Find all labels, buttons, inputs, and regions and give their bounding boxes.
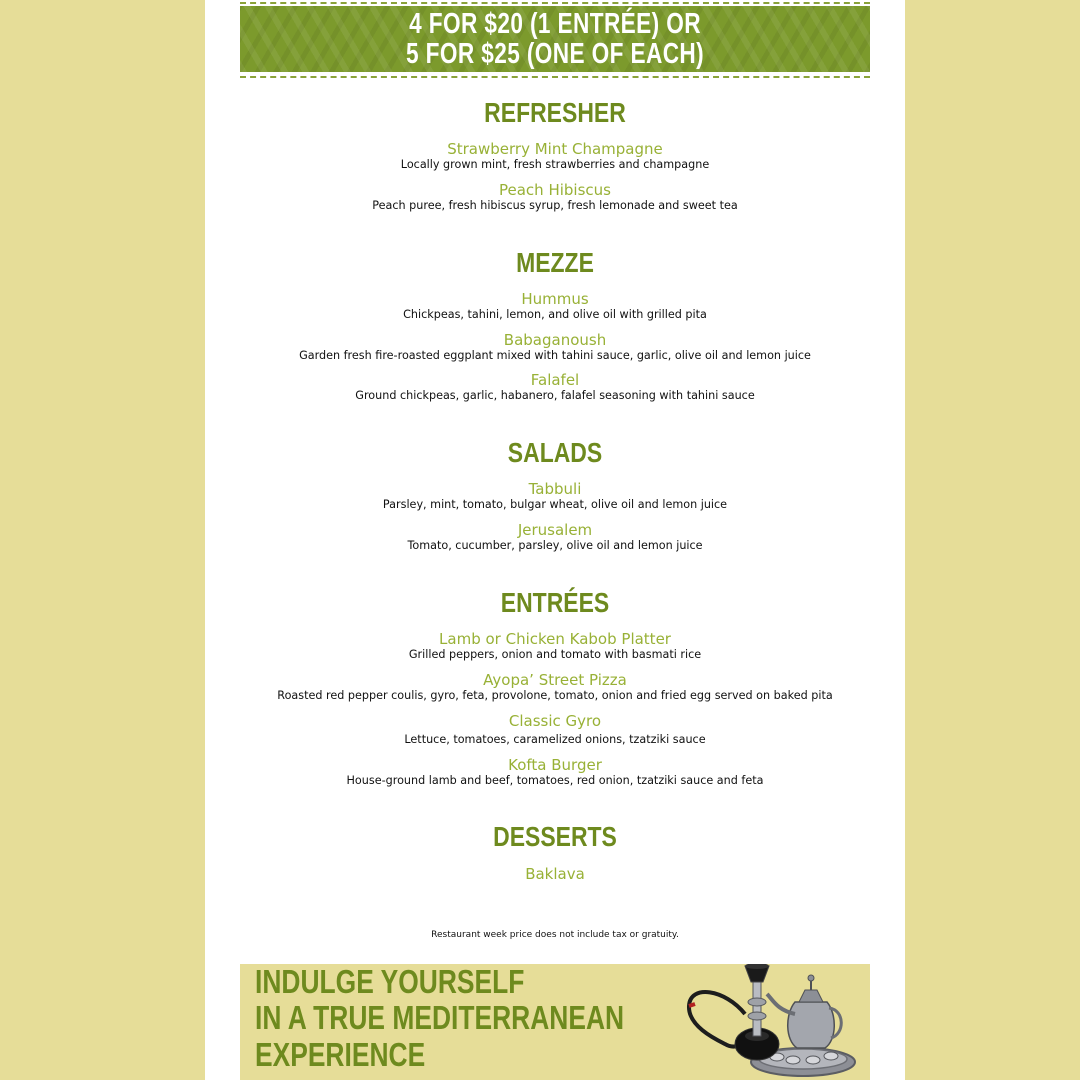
item-name: Tabbuli bbox=[528, 480, 582, 498]
item-name: Falafel bbox=[530, 371, 580, 389]
item-description: Chickpeas, tahini, lemon, and olive oil with grilled pita bbox=[403, 308, 707, 321]
hookah-tea-set-illustration bbox=[685, 964, 865, 1080]
item-description: Peach puree, fresh hibiscus syrup, fresh lemonade and sweet tea bbox=[372, 199, 738, 212]
promo-line-2: IN A TRUE MEDITERRANEAN bbox=[255, 999, 625, 1036]
item-name: Strawberry Mint Champagne bbox=[447, 140, 663, 158]
item-description: Lettuce, tomatoes, caramelized onions, tzatziki sauce bbox=[404, 733, 706, 746]
promo-line-1: INDULGE YOURSELF bbox=[255, 964, 525, 1000]
item-description: Tomato, cucumber, parsley, olive oil and lemon juice bbox=[407, 539, 703, 552]
item-name: Classic Gyro bbox=[508, 712, 602, 730]
banner-line-1: 4 FOR $20 (1 ENTRÉE) OR bbox=[409, 8, 701, 40]
section-heading-salads: SALADS bbox=[507, 437, 603, 468]
item-description: Ground chickpeas, garlic, habanero, falafel seasoning with tahini sauce bbox=[355, 389, 755, 402]
item-name: Lamb or Chicken Kabob Platter bbox=[439, 630, 671, 648]
item-description: Locally grown mint, fresh strawberries and champagne bbox=[400, 158, 710, 171]
item-name: Babaganoush bbox=[503, 331, 607, 349]
menu-page bbox=[205, 0, 905, 1080]
item-description: Grilled peppers, onion and tomato with basmati rice bbox=[408, 648, 702, 661]
item-name: Baklava bbox=[525, 865, 585, 883]
item-description: House-ground lamb and beef, tomatoes, red onion, tzatziki sauce and feta bbox=[346, 774, 764, 787]
section-heading-refresher: REFRESHER bbox=[484, 97, 626, 128]
item-description: Garden fresh fire-roasted eggplant mixed with tahini sauce, garlic, olive oil and lemon juice bbox=[299, 349, 811, 362]
section-heading-mezze: MEZZE bbox=[516, 247, 594, 278]
item-description: Parsley, mint, tomato, bulgar wheat, olive oil and lemon juice bbox=[382, 498, 728, 511]
banner-line-2: 5 FOR $25 (ONE OF EACH) bbox=[405, 38, 705, 70]
promo-panel bbox=[240, 964, 870, 1080]
item-name: Ayopa’ Street Pizza bbox=[483, 671, 627, 689]
promo-line-3: EXPERIENCE bbox=[255, 1036, 426, 1073]
item-name: Hummus bbox=[521, 290, 589, 308]
top-dashed-divider bbox=[240, 2, 870, 4]
item-description: Roasted red pepper coulis, gyro, feta, provolone, tomato, onion and fried egg served on baked pita bbox=[277, 689, 833, 702]
item-name: Jerusalem bbox=[517, 521, 593, 539]
section-heading-desserts: DESSERTS bbox=[493, 821, 617, 852]
item-name: Peach Hibiscus bbox=[499, 181, 611, 199]
bottom-dashed-divider bbox=[240, 76, 870, 78]
price-banner bbox=[240, 6, 870, 72]
item-name: Kofta Burger bbox=[508, 756, 602, 774]
price-footnote: Restaurant week price does not include tax or gratuity. bbox=[431, 930, 679, 940]
section-heading-entrees: ENTRÉES bbox=[500, 587, 610, 618]
